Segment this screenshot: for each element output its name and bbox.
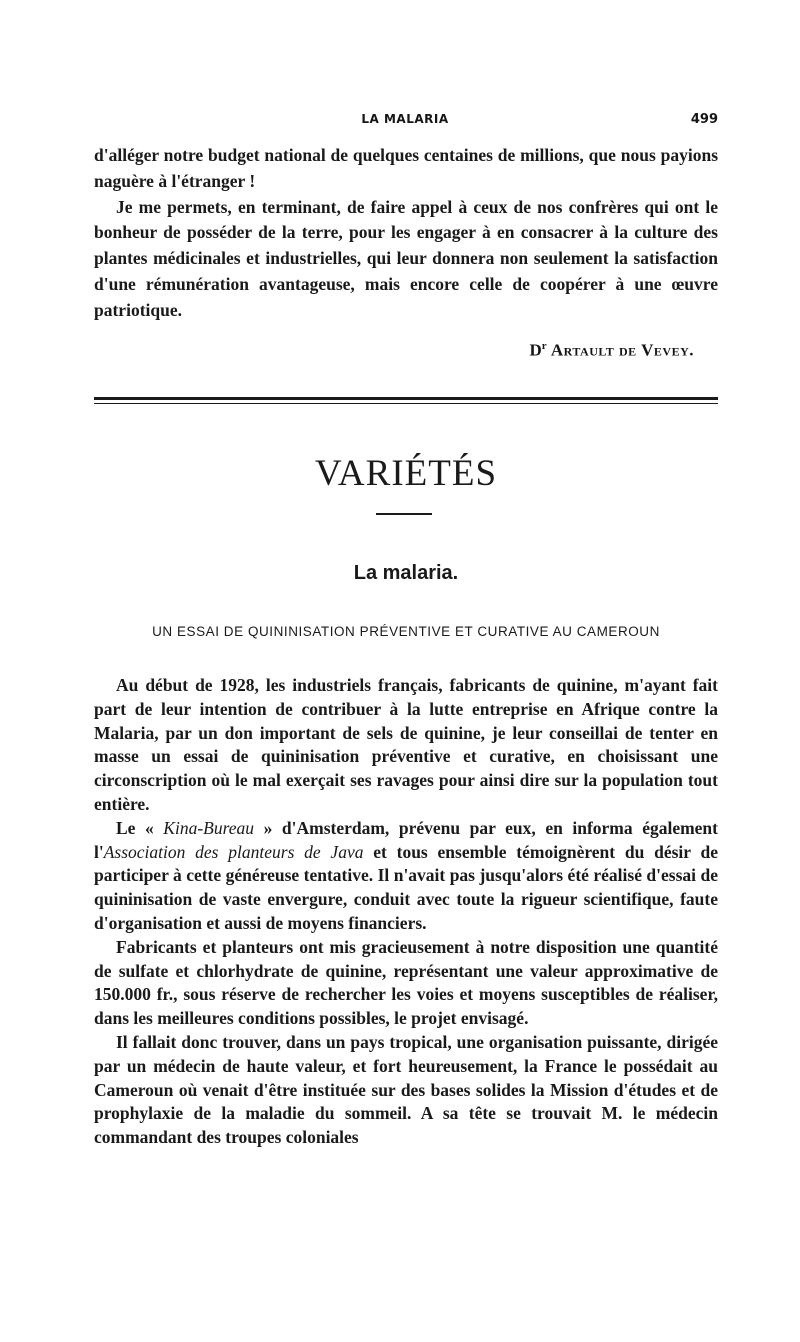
text-run: et tous ensemble témoignèrent du désir de participer à cette généreuse tentative. Il n'avait pas jusqu'alors été réalisé d'essai de quininisation de vaste envergure, conduit avec toute la rigueur scientifique, faute d'organisation et aussi de moyens financiers. [94, 841, 719, 933]
closing-text [94, 143, 718, 324]
article-heading: UN ESSAI DE QUININISATION PRÉVENTIVE ET CURATIVE AU CAMEROUN [152, 624, 660, 639]
paragraph: Il fallait donc trouver, dans un pays tropical, une organisation puissante, dirigée par un médecin de haute valeur, et fort heureusement, la France le possédait au Cameroun où venait d'être instituée sur des bases solides la Mission d'études et de prophylaxie de la maladie du sommeil. A sa tête se trouvait M. le médecin commandant des troupes coloniales [94, 1031, 718, 1148]
section-divider [94, 397, 718, 400]
italic-run: Kina-Bureau [163, 817, 255, 838]
paragraph: Au début de 1928, les industriels français, fabricants de quinine, m'ayant fait part de leur intention de contribuer à la lutte entreprise en Afrique contre la Malaria, par un don important de sels de quinine, je leur conseillai de tenter en masse un essai de quininisation préventive et curative, en choisissant une circonscription où le mal exerçait ses ravages pour ainsi dire sur la population tout entière. [94, 675, 718, 814]
text-run: » d'Amsterdam, prévenu par eux, en informa également l' [94, 817, 718, 862]
paragraph [94, 817, 718, 936]
italic-run: Association des planteurs de Java [103, 841, 364, 862]
page-number: 499 [690, 112, 718, 127]
signature-name: Artault de Vevey. [550, 340, 694, 360]
signature-sup: r [541, 340, 547, 352]
paragraph: Je me permets, en terminant, de faire appel à ceux de nos confrères qui ont le bonheur de posséder de la terre, pour les engager à en consacrer à la culture des plantes médicinales et industrielles, qui leur donnera non seulement la satisfaction d'une rémunération avantageuse, mais encore celle de coopérer à une œuvre patriotique. [94, 196, 718, 320]
text-run: Le « [116, 817, 164, 838]
paragraph: d'alléger notre budget national de quelques centaines de millions, que nous payions naguère à l'étranger ! [94, 145, 718, 191]
section-title: VARIÉTÉS [314, 453, 498, 494]
section-divider-thin [94, 403, 718, 404]
running-title: LA MALARIA [361, 112, 449, 126]
paragraph: Fabricants et planteurs ont mis gracieusement à notre disposition une quantité de sulfate et chlorhydrate de quinine, représentant une valeur approximative de 150.000 fr., sous réserve de rechercher les voies et moyens susceptibles de réaliser, dans les meilleures conditions possibles, le projet envisagé. [94, 936, 718, 1029]
title-rule [376, 513, 432, 515]
signature-prefix: D [529, 340, 542, 360]
running-header [92, 112, 718, 132]
article-body [94, 674, 718, 1150]
article-subtitle: La malaria. [353, 562, 459, 584]
author-signature [529, 340, 694, 361]
